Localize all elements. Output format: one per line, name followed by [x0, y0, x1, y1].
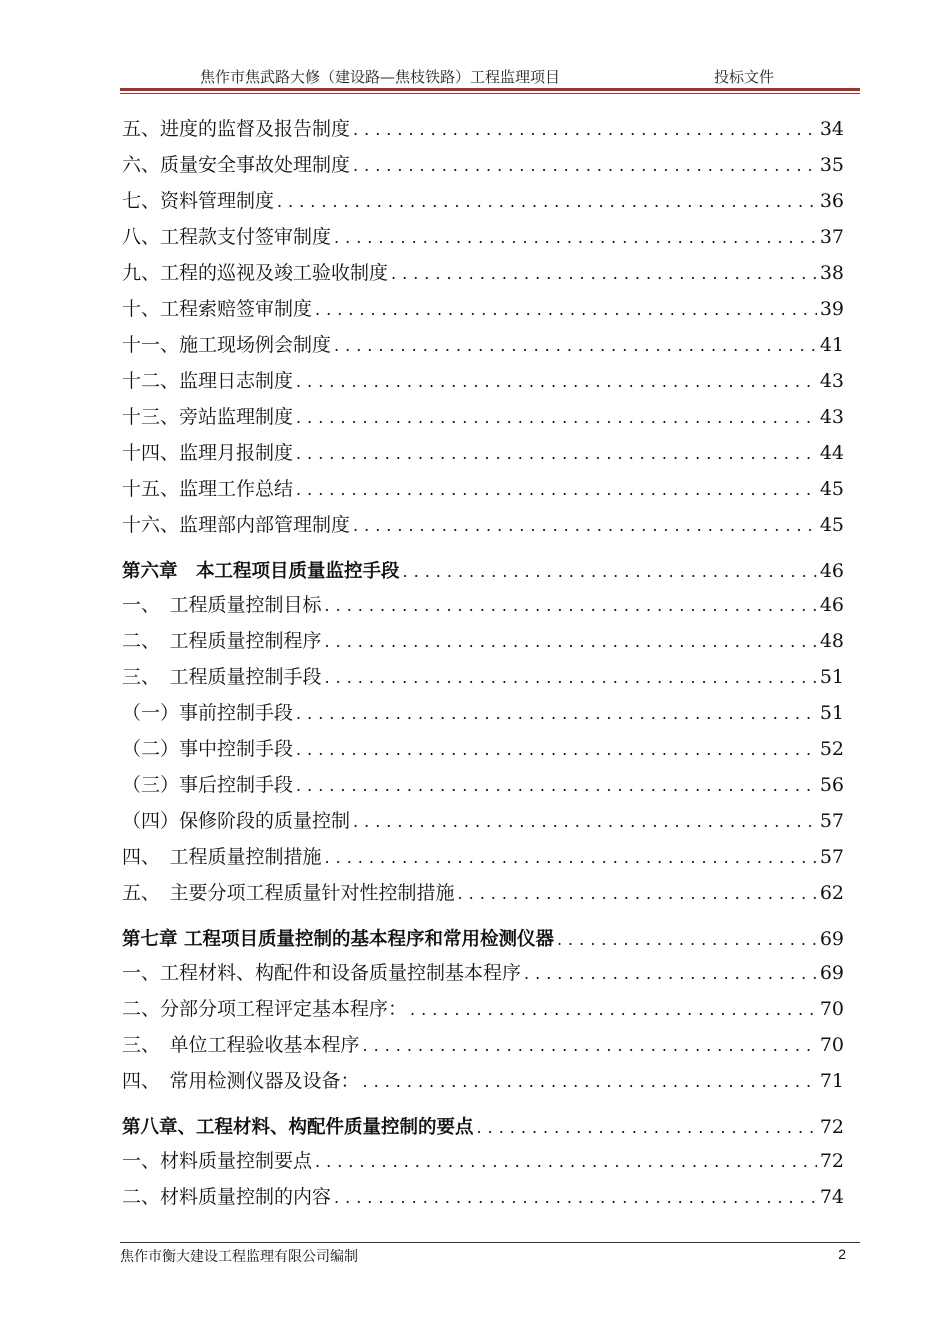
- toc-entry: [122, 627, 844, 655]
- toc-dot-leader: [296, 772, 817, 800]
- toc-entry: [122, 259, 844, 287]
- toc-dot-leader: [315, 1148, 817, 1176]
- toc-entry-label: （二）事中控制手段: [122, 738, 294, 760]
- document-type-label: 投标文件: [714, 68, 775, 86]
- toc-dot-leader: [410, 996, 817, 1024]
- toc-entry-page: 44: [819, 442, 844, 464]
- toc-entry: [122, 187, 844, 215]
- toc-chapter-entry: [122, 557, 844, 585]
- toc-entry-page: 51: [819, 666, 844, 688]
- toc-entry-label: （四）保修阶段的质量控制: [122, 810, 351, 832]
- toc-dot-leader: [296, 700, 817, 728]
- toc-entry: [122, 511, 844, 539]
- toc-entry-label: 十五、监理工作总结: [122, 478, 294, 500]
- toc-entry: [122, 1147, 844, 1175]
- toc-entry: [122, 591, 844, 619]
- toc-entry-page: 70: [819, 1034, 844, 1056]
- toc-entry-label: （三）事后控制手段: [122, 774, 294, 796]
- header-rule-thin: [120, 93, 860, 94]
- toc-entry-page: 34: [819, 118, 844, 140]
- toc-entry-label: 二、材料质量控制的内容: [122, 1186, 332, 1208]
- toc-entry-page: 62: [819, 882, 844, 904]
- toc-entry-label: 一、材料质量控制要点: [122, 1150, 313, 1172]
- toc-dot-leader: [353, 116, 817, 144]
- toc-entry: [122, 699, 844, 727]
- toc-dot-leader: [524, 960, 817, 988]
- toc-dot-leader: [334, 224, 817, 252]
- toc-entry-label: 五、 主要分项工程质量针对性控制措施: [122, 882, 455, 904]
- toc-dot-leader: [325, 628, 817, 656]
- toc-entry-page: 46: [819, 594, 844, 616]
- toc-entry-page: 72: [819, 1150, 844, 1172]
- toc-entry: [122, 959, 844, 987]
- toc-dot-leader: [391, 260, 817, 288]
- toc-entry-label: 四、 常用检测仪器及设备：: [122, 1070, 360, 1092]
- page-footer: [120, 1246, 860, 1268]
- toc-entry-label: 十六、监理部内部管理制度: [122, 514, 351, 536]
- toc-entry-label: 二、 工程质量控制程序: [122, 630, 322, 652]
- toc-entry-page: 72: [819, 1116, 844, 1138]
- toc-entry-page: 57: [819, 846, 844, 868]
- toc-entry-label: 六、质量安全事故处理制度: [122, 154, 351, 176]
- toc-entry: [122, 475, 844, 503]
- toc-entry-label: （一）事前控制手段: [122, 702, 294, 724]
- toc-entry: [122, 807, 844, 835]
- toc-entry: [122, 663, 844, 691]
- toc-entry: [122, 879, 844, 907]
- toc-entry-page: 74: [819, 1186, 844, 1208]
- toc-dot-leader: [363, 1068, 817, 1096]
- toc-entry-label: 二、分部分项工程评定基本程序：: [122, 998, 408, 1020]
- toc-entry: [122, 1031, 844, 1059]
- toc-entry-label: 十一、施工现场例会制度: [122, 334, 332, 356]
- header-rule-thick: [120, 88, 860, 91]
- toc-entry-page: 41: [819, 334, 844, 356]
- toc-entry-page: 71: [819, 1070, 844, 1092]
- toc-entry: [122, 1183, 844, 1211]
- toc-entry: [122, 735, 844, 763]
- toc-entry: [122, 771, 844, 799]
- toc-entry-page: 43: [819, 406, 844, 428]
- toc-dot-leader: [296, 736, 817, 764]
- toc-entry: [122, 367, 844, 395]
- toc-dot-leader: [334, 1184, 817, 1212]
- toc-entry: [122, 115, 844, 143]
- toc-entry: [122, 295, 844, 323]
- toc-entry: [122, 331, 844, 359]
- toc-entry: [122, 843, 844, 871]
- toc-entry: [122, 403, 844, 431]
- toc-entry-page: 52: [819, 738, 844, 760]
- toc-entry-label: 第八章、工程材料、构配件质量控制的要点: [122, 1117, 474, 1138]
- footer-organization: 焦作市衡大建设工程监理有限公司编制: [120, 1249, 358, 1265]
- toc-dot-leader: [296, 476, 817, 504]
- toc-entry: [122, 223, 844, 251]
- toc-entry: [122, 1067, 844, 1095]
- toc-entry-page: 43: [819, 370, 844, 392]
- toc-entry-label: 三、 单位工程验收基本程序: [122, 1034, 360, 1056]
- toc-entry-page: 70: [819, 998, 844, 1020]
- toc-dot-leader: [296, 404, 817, 432]
- toc-dot-leader: [296, 368, 817, 396]
- toc-entry: [122, 151, 844, 179]
- toc-dot-leader: [403, 558, 817, 586]
- toc-entry-label: 八、工程款支付签审制度: [122, 226, 332, 248]
- toc-entry-page: 45: [819, 514, 844, 536]
- footer-rule: [120, 1242, 860, 1243]
- toc-entry-label: 第七章 工程项目质量控制的基本程序和常用检测仪器: [122, 929, 554, 950]
- toc-entry-label: 第六章 本工程项目质量监控手段: [122, 561, 400, 582]
- toc-entry: [122, 439, 844, 467]
- toc-chapter-entry: [122, 925, 844, 953]
- toc-entry-label: 四、 工程质量控制措施: [122, 846, 322, 868]
- toc-entry-page: 51: [819, 702, 844, 724]
- toc-entry-page: 37: [819, 226, 844, 248]
- toc-dot-leader: [325, 844, 817, 872]
- toc-dot-leader: [296, 440, 817, 468]
- toc-entry-label: 十三、旁站监理制度: [122, 406, 294, 428]
- toc-entry-page: 69: [819, 928, 844, 950]
- toc-entry-page: 57: [819, 810, 844, 832]
- toc-entry-page: 36: [819, 190, 844, 212]
- toc-entry: [122, 995, 844, 1023]
- toc-entry-page: 38: [819, 262, 844, 284]
- toc-entry-page: 69: [819, 962, 844, 984]
- page-number: 2: [838, 1246, 846, 1262]
- toc-entry-page: 39: [819, 298, 844, 320]
- toc-entry-label: 五、进度的监督及报告制度: [122, 118, 351, 140]
- toc-entry-label: 十四、监理月报制度: [122, 442, 294, 464]
- toc-dot-leader: [315, 296, 817, 324]
- toc-entry-page: 46: [819, 560, 844, 582]
- toc-dot-leader: [477, 1114, 817, 1142]
- toc-entry-label: 一、 工程质量控制目标: [122, 594, 322, 616]
- toc-dot-leader: [458, 880, 817, 908]
- page-header: [120, 66, 860, 88]
- toc-dot-leader: [557, 926, 817, 954]
- toc-entry-page: 56: [819, 774, 844, 796]
- toc-dot-leader: [277, 188, 817, 216]
- toc-dot-leader: [353, 808, 817, 836]
- toc-entry-label: 七、资料管理制度: [122, 190, 275, 212]
- toc-chapter-entry: [122, 1113, 844, 1141]
- toc-entry-page: 45: [819, 478, 844, 500]
- toc-dot-leader: [334, 332, 817, 360]
- project-title: 焦作市焦武路大修（建设路—焦枝铁路）工程监理项目: [200, 68, 561, 86]
- toc-entry-page: 48: [819, 630, 844, 652]
- toc-entry-label: 十、工程索赔签审制度: [122, 298, 313, 320]
- toc-entry-label: 九、工程的巡视及竣工验收制度: [122, 262, 389, 284]
- toc-entry-label: 三、 工程质量控制手段: [122, 666, 322, 688]
- toc-entry-page: 35: [819, 154, 844, 176]
- toc-dot-leader: [353, 512, 817, 540]
- toc-dot-leader: [325, 664, 817, 692]
- toc-dot-leader: [363, 1032, 817, 1060]
- toc-entry-label: 十二、监理日志制度: [122, 370, 294, 392]
- toc-dot-leader: [325, 592, 817, 620]
- toc-dot-leader: [353, 152, 817, 180]
- toc-entry-label: 一、工程材料、构配件和设备质量控制基本程序: [122, 962, 522, 984]
